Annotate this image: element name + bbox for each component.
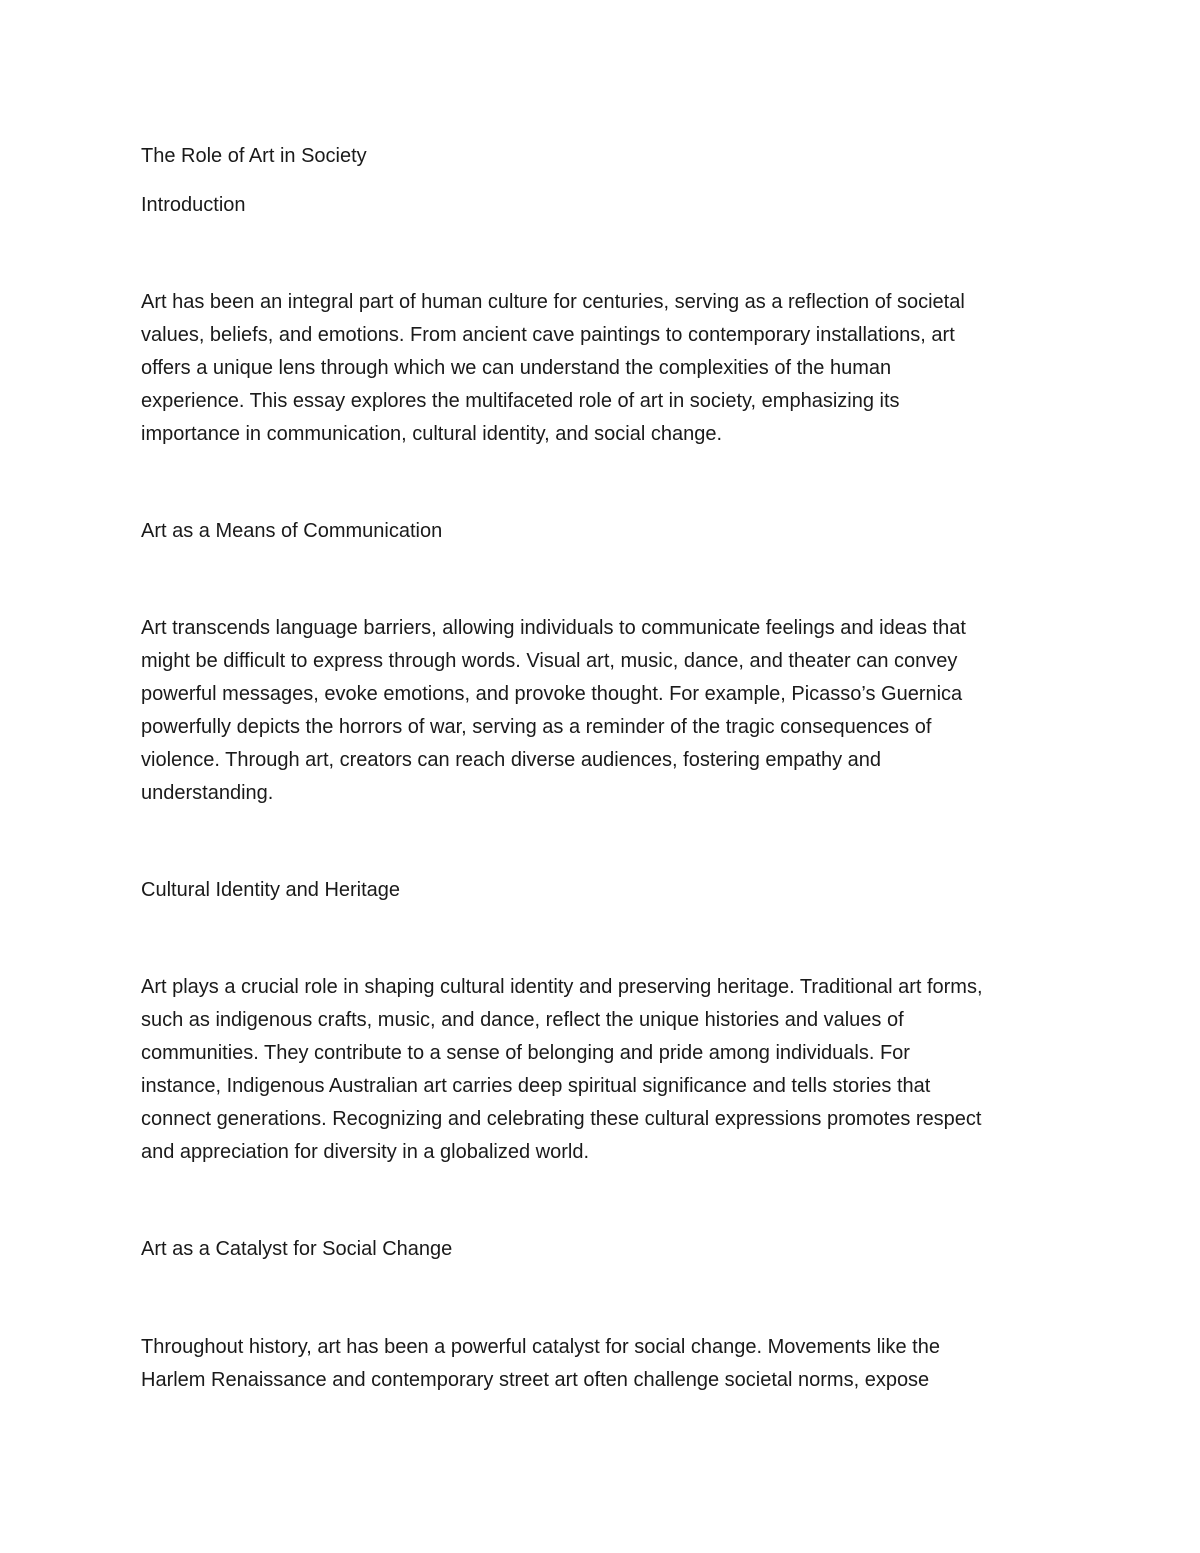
intro-paragraph	[141, 286, 1061, 451]
paragraph-line: understanding.	[141, 782, 274, 804]
paragraph-line: experience. This essay explores the multifaceted role of art in society, emphasizing its	[141, 390, 900, 412]
paragraph-line: Art plays a crucial role in shaping cultural identity and preserving heritage. Traditional art forms,	[141, 976, 983, 998]
section-heading-social-change: Art as a Catalyst for Social Change	[141, 1238, 453, 1260]
paragraph-line: powerfully depicts the horrors of war, serving as a reminder of the tragic consequences of	[141, 716, 932, 738]
paragraph-line: might be difficult to express through words. Visual art, music, dance, and theater can convey	[141, 650, 958, 672]
paragraph-line: powerful messages, evoke emotions, and provoke thought. For example, Picasso’s Guernica	[141, 683, 963, 705]
section-heading-communication: Art as a Means of Communication	[141, 520, 443, 542]
paragraph-line: and appreciation for diversity in a globalized world.	[141, 1141, 590, 1163]
communication-paragraph	[141, 612, 1061, 810]
paragraph-line: connect generations. Recognizing and celebrating these cultural expressions promotes respect	[141, 1108, 982, 1130]
paragraph-line: offers a unique lens through which we can understand the complexities of the human	[141, 357, 892, 379]
paragraph-line: importance in communication, cultural identity, and social change.	[141, 423, 723, 445]
paragraph-line: Throughout history, art has been a powerful catalyst for social change. Movements like the	[141, 1336, 940, 1358]
paragraph-line: violence. Through art, creators can reach diverse audiences, fostering empathy and	[141, 749, 882, 771]
paragraph-line: such as indigenous crafts, music, and dance, reflect the unique histories and values of	[141, 1009, 904, 1031]
cultural-identity-paragraph	[141, 971, 1061, 1169]
paragraph-line: communities. They contribute to a sense of belonging and pride among individuals. For	[141, 1042, 910, 1064]
social-change-paragraph	[141, 1331, 1061, 1397]
section-heading-cultural-identity: Cultural Identity and Heritage	[141, 879, 401, 901]
intro-heading: Introduction	[141, 194, 246, 216]
paragraph-line: Harlem Renaissance and contemporary street art often challenge societal norms, expose	[141, 1369, 930, 1391]
paragraph-line: Art has been an integral part of human culture for centuries, serving as a reflection of societal	[141, 291, 965, 313]
paragraph-line: Art transcends language barriers, allowing individuals to communicate feelings and ideas that	[141, 617, 966, 639]
document-title: The Role of Art in Society	[141, 145, 367, 167]
paragraph-line: instance, Indigenous Australian art carries deep spiritual significance and tells stories that	[141, 1075, 931, 1097]
paragraph-line: values, beliefs, and emotions. From ancient cave paintings to contemporary installations, art	[141, 324, 955, 346]
